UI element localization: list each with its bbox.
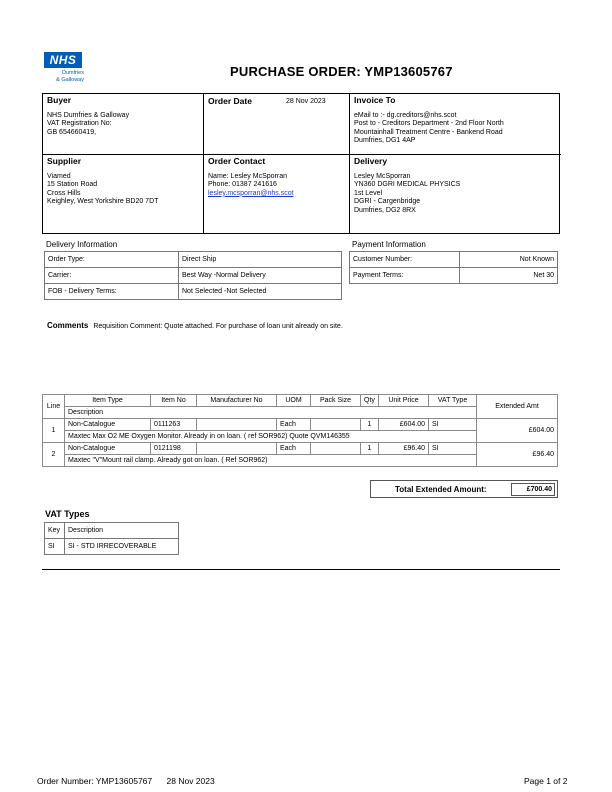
delivery-line: Lesley McSporran — [354, 172, 411, 180]
total-extended-amount — [370, 480, 558, 498]
col-item-type: Item Type — [65, 395, 151, 407]
invoice-to-line: Post to - Creditors Department - 2nd Floor North — [354, 120, 504, 128]
item-description: Maxtec Max O2 ME Oxygen Monitor. Already in on loan. ( ref SOR962) Quote QVM146355 — [65, 431, 477, 443]
delivery-info-label: FOB - Delivery Terms: — [45, 284, 179, 300]
table-row — [45, 539, 179, 555]
comments-label: Comments — [47, 321, 89, 330]
order-contact-email-link[interactable]: lesley.mcsporran@nhs.scot — [208, 189, 294, 197]
supplier-heading: Supplier — [47, 156, 82, 166]
payment-info-label: Payment Terms: — [350, 268, 460, 284]
delivery-info-label: Carrier: — [45, 268, 179, 284]
table-row — [45, 284, 342, 300]
vat-col-key: Key — [45, 523, 65, 539]
delivery-info-label: Order Type: — [45, 252, 179, 268]
buyer-line: VAT Registration No: — [47, 120, 112, 128]
nhs-logo-line2: & Galloway — [56, 76, 84, 83]
col-pack-size: Pack Size — [311, 395, 361, 407]
item-uom: Each — [277, 443, 311, 455]
col-item-no: Item No — [151, 395, 197, 407]
payment-info-value: Not Known — [460, 252, 558, 268]
payment-info-table — [349, 251, 558, 284]
invoice-to-line: Mountainhall Treatment Centre - Bankend Road — [354, 128, 503, 136]
item-no: 0121198 — [151, 443, 197, 455]
item-type: Non-Catalogue — [65, 419, 151, 431]
item-manufacturer-no — [197, 419, 277, 431]
item-extended-amt: £604.00 — [477, 419, 558, 443]
vat-col-description: Description — [65, 523, 179, 539]
col-extended-amt: Extended Amt — [477, 395, 558, 419]
delivery-line: YN360 DGRI MEDICAL PHYSICS — [354, 181, 461, 189]
vat-key: SI — [45, 539, 65, 555]
invoice-to-heading: Invoice To — [354, 95, 396, 105]
payment-info-label: Customer Number: — [350, 252, 460, 268]
footer-date: 28 Nov 2023 — [166, 776, 215, 786]
table-row — [45, 268, 342, 284]
payment-info-value: Net 30 — [460, 268, 558, 284]
buyer-line: NHS Dumfries & Galloway — [47, 111, 130, 119]
supplier-line: Keighley, West Yorkshire BD20 7DT — [47, 198, 159, 206]
item-qty: 1 — [361, 443, 379, 455]
item-uom: Each — [277, 419, 311, 431]
vat-types-heading: VAT Types — [45, 509, 90, 519]
table-row — [43, 443, 558, 455]
order-date-heading: Order Date — [208, 96, 252, 106]
item-unit-price: £96.40 — [379, 443, 429, 455]
divider — [42, 569, 560, 570]
order-contact-cell — [204, 155, 350, 233]
order-contact-name: Name: Lesley McSporran — [208, 172, 287, 180]
order-date-value: 28 Nov 2023 — [286, 98, 326, 105]
item-pack-size — [311, 443, 361, 455]
table-row — [350, 252, 558, 268]
item-manufacturer-no — [197, 443, 277, 455]
invoice-to-cell — [350, 94, 561, 155]
invoice-to-line: eMail to :- dg.creditors@nhs.scot — [354, 111, 457, 119]
table-row — [45, 252, 342, 268]
col-line: Line — [43, 395, 65, 419]
comments — [47, 321, 343, 330]
item-unit-price: £604.00 — [379, 419, 429, 431]
delivery-info-value: Direct Ship — [179, 252, 342, 268]
table-header-row — [45, 523, 179, 539]
item-extended-amt: £96.40 — [477, 443, 558, 467]
delivery-info-value: Not Selected -Not Selected — [179, 284, 342, 300]
col-vat-type: VAT Type — [429, 395, 477, 407]
order-header-grid — [42, 93, 560, 234]
delivery-info-value: Best Way -Normal Delivery — [179, 268, 342, 284]
supplier-cell — [43, 155, 204, 233]
col-qty: Qty — [361, 395, 379, 407]
item-no: 0111263 — [151, 419, 197, 431]
payment-info-heading: Payment Information — [352, 240, 426, 249]
table-header-row — [43, 395, 558, 407]
line-items-table — [42, 394, 558, 467]
col-uom: UOM — [277, 395, 311, 407]
item-line: 1 — [43, 419, 65, 443]
delivery-cell — [350, 155, 561, 233]
page-title: PURCHASE ORDER: YMP13605767 — [230, 64, 453, 79]
delivery-line: DGRI - Cargenbridge — [354, 198, 421, 206]
comments-text: Requisition Comment: Quote attached. For purchase of loan unit already on site. — [93, 323, 343, 330]
nhs-logo — [42, 52, 84, 92]
nhs-logo-line1: Dumfries — [61, 70, 84, 76]
buyer-heading: Buyer — [47, 95, 72, 105]
col-unit-price: Unit Price — [379, 395, 429, 407]
table-row — [350, 268, 558, 284]
footer-page-number: Page 1 of 2 — [524, 776, 568, 786]
delivery-line: Dumfries, DG2 8RX — [354, 206, 416, 214]
item-description: Maxtec "V"Mount rail clamp. Already got on loan. ( Ref SOR962) — [65, 455, 477, 467]
table-row — [43, 419, 558, 431]
delivery-line: 1st Level — [354, 189, 383, 197]
total-value: £700.40 — [511, 483, 555, 496]
vat-description: SI - STD IRRECOVERABLE — [65, 539, 179, 555]
nhs-logo-mark: NHS — [44, 52, 82, 68]
buyer-line: GB 654660419, — [47, 128, 97, 136]
supplier-line: Cross Hills — [47, 189, 81, 197]
invoice-to-line: Dumfries, DG1 4AP — [354, 137, 416, 145]
item-type: Non-Catalogue — [65, 443, 151, 455]
col-description: Description — [65, 407, 477, 419]
supplier-line: Viamed — [47, 172, 71, 180]
delivery-info-heading: Delivery Information — [46, 240, 118, 249]
item-vat-type: SI — [429, 443, 477, 455]
supplier-line: 15 Station Road — [47, 181, 98, 189]
order-date-cell — [204, 94, 350, 155]
item-pack-size — [311, 419, 361, 431]
footer-order-info — [37, 776, 215, 786]
order-contact-heading: Order Contact — [208, 156, 266, 166]
total-label: Total Extended Amount: — [395, 485, 487, 494]
delivery-heading: Delivery — [354, 156, 388, 166]
delivery-info-table — [44, 251, 342, 300]
col-manufacturer-no: Manufacturer No — [197, 395, 277, 407]
item-line: 2 — [43, 443, 65, 467]
buyer-cell — [43, 94, 204, 155]
order-contact-phone: Phone: 01387 241616 — [208, 181, 277, 189]
item-qty: 1 — [361, 419, 379, 431]
item-vat-type: SI — [429, 419, 477, 431]
vat-types-table — [44, 522, 179, 555]
footer-order-number: Order Number: YMP13605767 — [37, 776, 153, 786]
